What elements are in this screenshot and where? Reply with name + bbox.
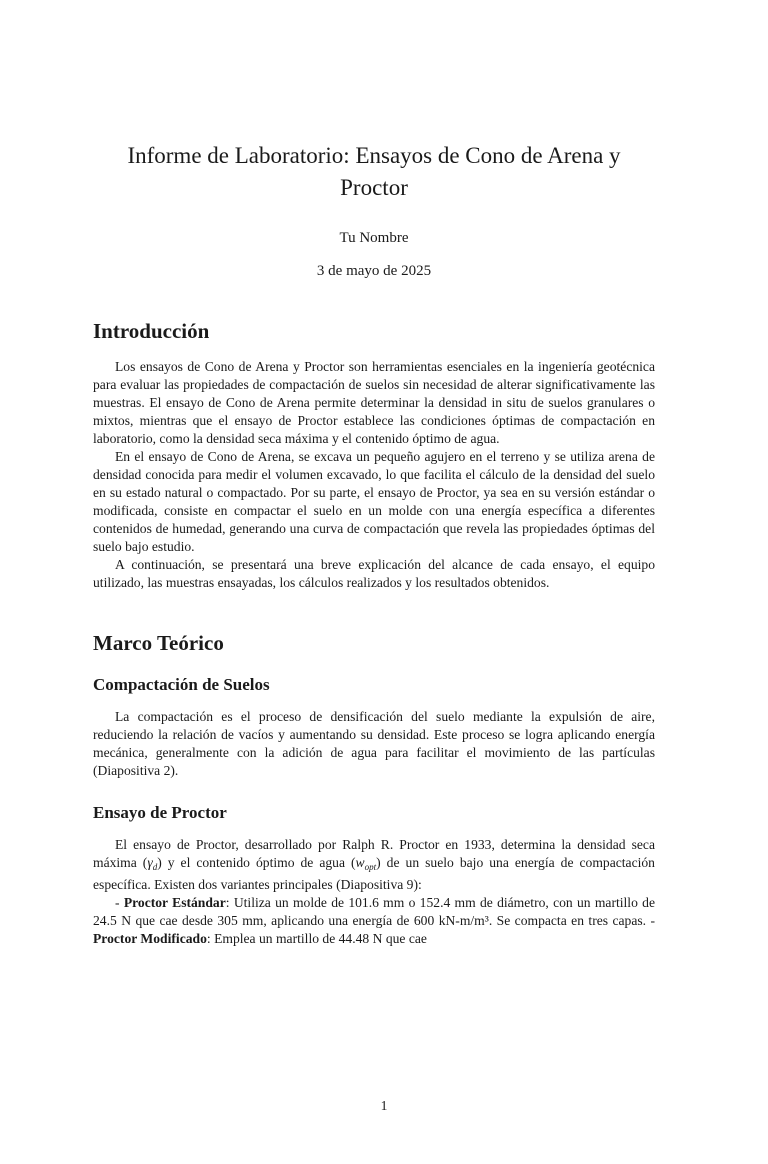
gamma-subscript: d xyxy=(152,862,158,872)
variant-modified-text: : Emplea un martillo de 44.48 N que cae xyxy=(206,931,427,946)
intro-paragraph-2: En el ensayo de Cono de Arena, se excava un pequeño agujero en el terreno y se utiliza arena de densidad conocida para medir el volumen excavado, lo que facilita el cálculo de la densidad del suelo en su estado natural o compactado. Por su parte, el ensayo de Proctor, ya sea en su versión estándar o modificada, consiste en compactar el suelo en un molde con una energía específica a diferentes contenidos de humedad, generando una curva de compactación que revela las propiedades óptimas del suelo bajo estudio. xyxy=(93,449,655,554)
w-subscript: opt xyxy=(364,862,377,872)
gamma-symbol: γ xyxy=(147,855,153,870)
intro-paragraph-3: A continuación, se presentará una breve explicación del alcance de cada ensayo, el equipo utilizado, las muestras ensayadas, los cálculos realizados y los resultados obtenidos. xyxy=(93,557,655,590)
proctor-paragraph xyxy=(93,836,655,894)
page-number: 1 xyxy=(380,1098,388,1113)
proctor-text-b: ) y el contenido óptimo de agua ( xyxy=(157,855,356,870)
variant-dash: - xyxy=(115,895,124,910)
intro-paragraph-1: Los ensayos de Cono de Arena y Proctor son herramientas esenciales en la ingeniería geotécnica para evaluar las propiedades de compactación de suelos sin necesidad de alterar significativamente las muestras. El ensayo de Cono de Arena permite determinar la densidad in situ de suelos granulares o mixtos, mientras que el ensayo de Proctor establece las condiciones óptimas de compactación en laboratorio, como la densidad seca máxima y el contenido óptimo de agua. xyxy=(93,359,655,446)
document-page xyxy=(0,140,768,1164)
proctor-text-a: El ensayo de Proctor, desarrollado por Ralph R. Proctor en 1933, determina la densidad seca máxima ( xyxy=(93,837,655,870)
variant-standard-label: Proctor Estándar xyxy=(123,895,226,910)
variant-modified-label: Proctor Modificado xyxy=(93,931,207,946)
author: Tu Nombre xyxy=(339,230,409,246)
subsection-heading-proctor: Ensayo de Proctor xyxy=(93,803,227,822)
w-symbol: w xyxy=(355,855,365,870)
variant-standard-text: : Utiliza un molde de 101.6 mm o 152.4 mm de diámetro, con un martillo de 24.5 N que cae desde 305 mm, aplicando una energía de 600 kN-m/m³. Se compacta en tres capas. - xyxy=(93,895,655,928)
section-heading-theory: Marco Teórico xyxy=(93,631,224,655)
proctor-variants-paragraph xyxy=(93,894,655,948)
document-title: Informe de Laboratorio: Ensayos de Cono de Arena y Proctor xyxy=(127,143,621,200)
compaction-paragraph: La compactación es el proceso de densificación del suelo mediante la expulsión de aire, reduciendo la relación de vacíos y aumentando su densidad. Este proceso se logra aplicando energía mecánica, generalmente con la adición de agua para facilitar el movimiento de las partículas (Diapositiva 2). xyxy=(93,709,655,778)
date: 3 de mayo de 2025 xyxy=(316,263,432,279)
section-heading-intro: Introducción xyxy=(93,319,210,343)
subsection-heading-compaction: Compactación de Suelos xyxy=(93,675,270,694)
proctor-text-c: ) de un suelo bajo una energía de compactación específica. Existen dos variantes principales (Diapositiva 9): xyxy=(93,855,655,892)
